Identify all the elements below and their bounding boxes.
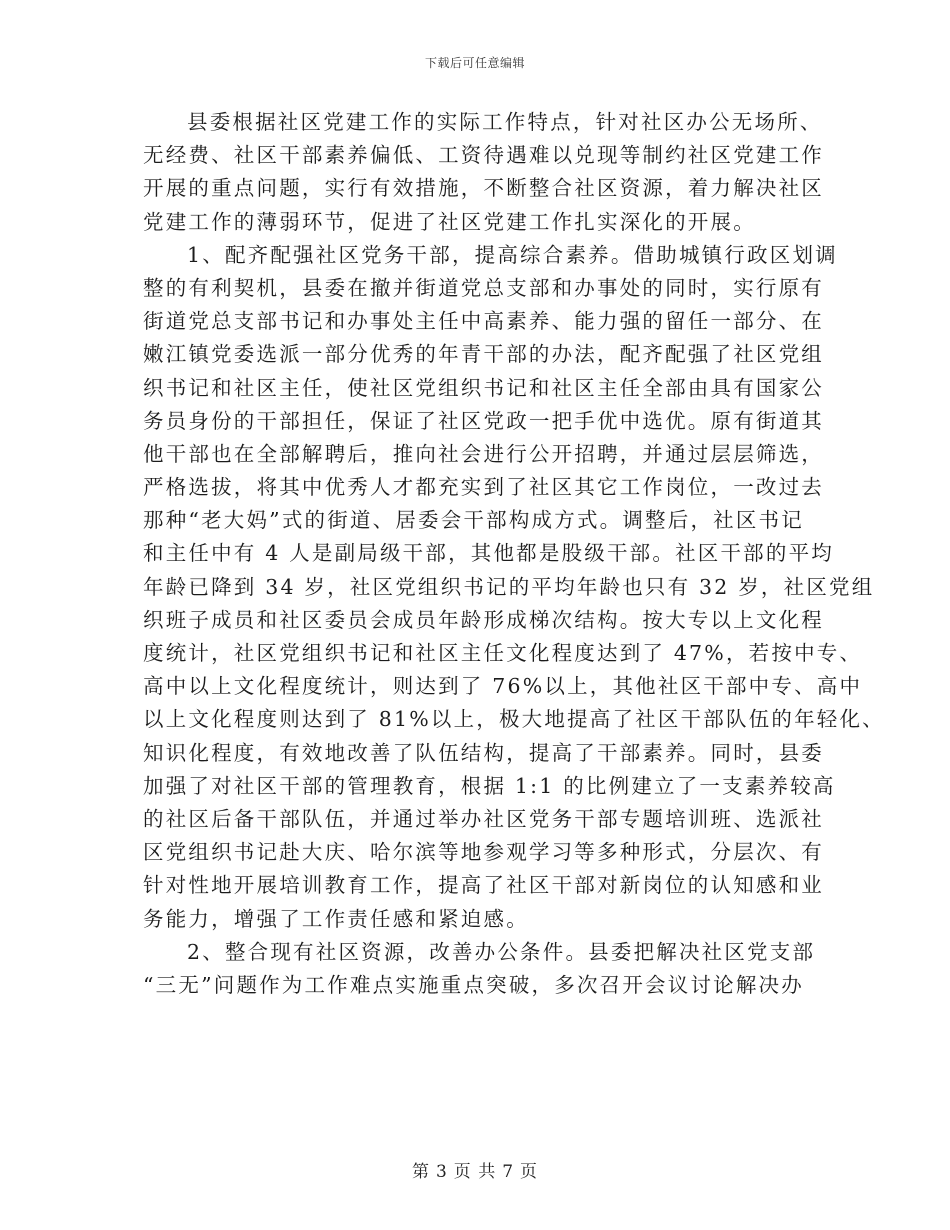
paragraph-line: 2、整合现有社区资源，改善办公条件。县委把解决社区党支部 (187, 939, 816, 964)
paragraph-line: 务员身份的干部担任，保证了社区党政一把手优中选优。原有街道其 (143, 408, 824, 433)
paragraph-line: 整的有利契机，县委在撤并街道党总支部和办事处的同时，实行原有 (143, 275, 824, 300)
footer-prefix: 第 (411, 1162, 430, 1182)
paragraph-line: 区党组织书记赴大庆、哈尔滨等地参观学习等多种形式，分层次、有 (143, 840, 824, 865)
body-text (143, 106, 885, 1002)
paragraph-line: 的社区后备干部队伍，并通过举办社区党务干部专题培训班、选派社 (143, 806, 824, 831)
total-page-number: 7 (502, 1162, 515, 1182)
footer-middle: 页 共 (453, 1162, 497, 1182)
paragraph-line: “三无”问题作为工作难点实施重点突破，多次召开会议讨论解决办 (143, 972, 804, 997)
page-footer (0, 1157, 950, 1182)
paragraph-line: 针对性地开展培训教育工作，提高了社区干部对新岗位的认知感和业 (143, 873, 824, 898)
paragraph-line: 嫩江镇党委选派一部分优秀的年青干部的办法，配齐配强了社区党组 (143, 342, 824, 367)
paragraph-line: 党建工作的薄弱环节，促进了社区党建工作扎实深化的开展。 (143, 209, 756, 234)
paragraph-line: 那种“老大妈”式的街道、居委会干部构成方式。调整后，社区书记 (143, 508, 804, 533)
paragraph-line: 和主任中有 4 人是副局级干部，其他都是股级干部。社区干部的平均 (143, 541, 834, 566)
paragraph-line: 高中以上文化程度统计，则达到了 76%以上，其他社区干部中专、高中 (143, 674, 863, 699)
paragraph-line: 务能力，增强了工作责任感和紧迫感。 (143, 906, 529, 931)
paragraph-line: 县委根据社区党建工作的实际工作特点，针对社区办公无场所、 (187, 110, 823, 134)
paragraph-line: 年龄已降到 34 岁，社区党组织书记的平均年龄也只有 32 岁，社区党组 (143, 574, 875, 599)
paragraph-line: 加强了对社区干部的管理教育，根据 1:1 的比例建立了一支素养较高 (143, 773, 836, 798)
page-header: 下载后可任意编辑 (424, 56, 525, 70)
paragraph-line: 严格选拔，将其中优秀人才都充实到了社区其它工作岗位，一改过去 (143, 475, 824, 500)
paragraph-line: 无经费、社区干部素养偏低、工资待遇难以兑现等制约社区党建工作 (143, 143, 824, 168)
paragraph-line: 他干部也在全部解聘后，推向社会进行公开招聘，并通过层层筛选， (143, 441, 824, 466)
paragraph-line: 开展的重点问题，实行有效措施，不断整合社区资源，着力解决社区 (143, 176, 824, 201)
paragraph-line: 1、配齐配强社区党务干部，提高综合素养。借助城镇行政区划调 (187, 242, 838, 267)
footer-suffix: 页 (520, 1162, 539, 1182)
paragraph-line: 度统计，社区党组织书记和社区主任文化程度达到了 47%，若按中专、 (143, 641, 863, 665)
paragraph-line: 以上文化程度则达到了 81%以上，极大地提高了社区干部队伍的年轻化、 (143, 707, 885, 732)
paragraph-line: 街道党总支部书记和办事处主任中高素养、能力强的留任一部分、在 (143, 309, 824, 334)
paragraph-line: 织班子成员和社区委员会成员年龄形成梯次结构。按大专以上文化程 (143, 607, 824, 632)
current-page-number: 3 (435, 1162, 448, 1182)
paragraph-line: 织书记和社区主任，使社区党组织书记和社区主任全部由具有国家公 (143, 375, 824, 400)
paragraph-line: 知识化程度，有效地改善了队伍结构，提高了干部素养。同时，县委 (143, 740, 824, 765)
